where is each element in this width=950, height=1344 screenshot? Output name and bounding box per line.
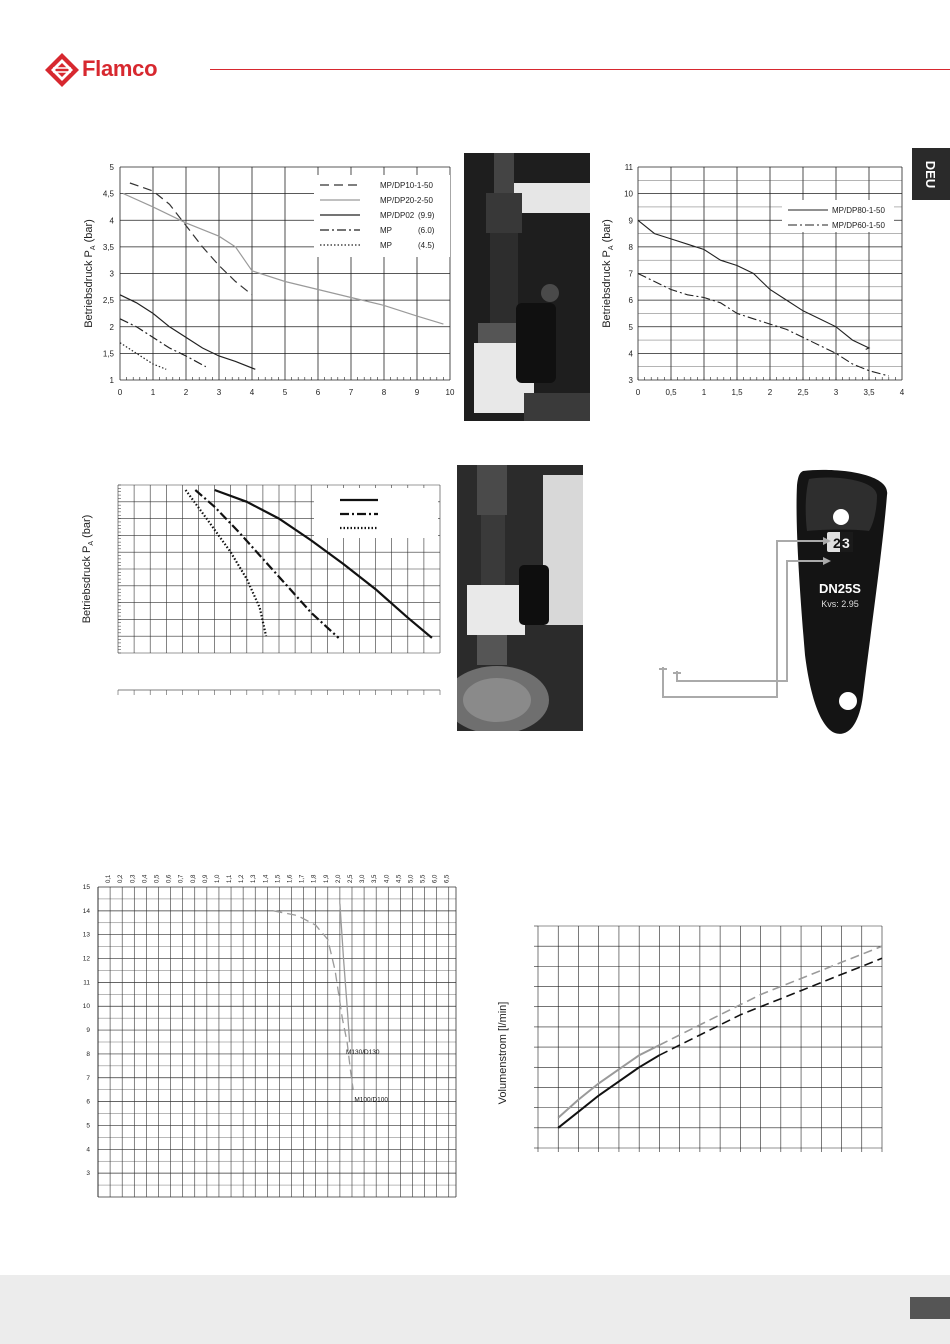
y-tick-label: 10 [82,1003,90,1011]
top-tick-label: 5,5 [420,874,427,883]
y-tick-label: 14 [82,907,90,915]
top-tick-label: 3,0 [360,874,367,883]
legend-extra: (4.5) [418,241,435,250]
y-tick-label: 3 [109,269,114,279]
series-annotation: M130/D130 [345,1048,380,1056]
top-tick-label: 1,1 [227,874,234,883]
legend-extra: (6.0) [418,226,435,235]
flamco-logo [44,52,80,88]
x-tick-label: 7 [348,388,354,397]
top-tick-label: 0,7 [178,874,185,883]
y-tick-label: 4 [628,349,633,359]
top-tick-label: 4,0 [384,874,391,883]
y-tick-label: 11 [83,979,90,987]
y-tick-label: 2 [109,322,114,332]
y-tick-label: 2,5 [102,296,114,306]
y-tick-label: 9 [86,1027,90,1035]
top-tick-label: 6,5 [444,874,451,883]
top-tick-label: 1,2 [239,874,246,883]
y-axis-label: Volumenstrom [l/min] [497,1001,509,1105]
top-tick-label: 1,5 [275,874,282,883]
y-axis-label: Betriebsdruck $P_A$ (bar) [83,219,97,328]
y-tick-label: 3,5 [102,242,114,252]
series-line [120,343,166,370]
legend-label: MP [380,241,392,250]
top-tick-label: 1,6 [287,874,294,883]
flamco-logo-icon [44,52,80,88]
y-tick-label: 3 [628,376,633,385]
valve-number-left: 2 [833,535,841,551]
series-line [273,911,353,1090]
y-axis-label: Betriebsdruck $P_A$ (bar) [601,219,615,328]
header-rule [210,69,950,70]
valve-kvs: Kvs: 2.95 [821,599,859,609]
valve-illustration [655,465,895,745]
x-tick-label: 0,5 [665,388,677,397]
series-line [638,220,869,349]
top-tick-label: 0,8 [190,874,197,883]
legend-label: MP/DP80-1-50 [832,206,885,215]
legend-label: MP/DP10-1-50 [380,181,433,190]
pump-valve-photo [464,153,590,421]
y-tick-label: 5 [628,322,633,332]
y-tick-label: 3 [86,1170,90,1178]
valve-model: DN25S [819,581,861,596]
x-tick-label: 5 [282,388,288,397]
top-tick-label: 1,7 [299,874,306,883]
top-tick-label: 0,2 [118,874,125,883]
x-tick-label: 0 [635,388,641,397]
x-tick-label: 2,5 [797,388,809,397]
top-tick-label: 5,0 [408,874,415,883]
top-tick-label: 2,5 [347,874,354,883]
top-tick-label: 1,0 [214,874,221,883]
x-tick-label: 6 [315,388,321,397]
product-photo-middle [457,465,583,731]
y-tick-label: 7 [628,269,633,279]
y-tick-label: 4,5 [102,189,114,199]
chart-m100-m130 [78,860,468,1205]
x-tick-label: 2 [183,388,189,397]
chart-volumenstrom [490,920,890,1160]
x-tick-label: 3 [216,388,222,397]
y-tick-label: 10 [624,189,633,199]
y-tick-label: 6 [628,296,633,306]
top-tick-label: 3,5 [372,874,379,883]
series-annotation: M100/D100 [354,1096,389,1104]
legend-label: MP/DP02 [380,211,415,220]
y-tick-label: 7 [86,1074,90,1082]
y-tick-label: 8 [86,1050,90,1058]
x-tick-label: 1 [150,388,156,397]
y-tick-label: 11 [624,163,633,172]
y-tick-label: 4 [109,216,114,226]
y-tick-label: 5 [109,163,114,172]
top-tick-label: 2,0 [335,874,342,883]
y-tick-label: 8 [628,242,633,252]
valve-number-right: 3 [842,535,850,551]
y-tick-label: 15 [82,884,90,891]
y-tick-label: 1,5 [102,349,114,359]
product-photo-top [464,153,590,421]
series-line [120,295,255,370]
top-tick-label: 0,1 [106,874,113,883]
y-tick-label: 6 [86,1098,90,1106]
language-tab-label: DEU [923,160,939,188]
legend-label: MP/DP20-2-50 [380,196,433,205]
x-tick-label: 9 [414,388,420,397]
top-tick-label: 1,3 [251,874,258,883]
series-line [558,1045,659,1118]
top-tick-label: 0,9 [202,874,209,883]
x-tick-label: 3 [833,388,839,397]
series-line [120,319,206,367]
legend-label: MP [380,226,392,235]
chart-pressure-dp-series [78,155,458,405]
legend-label: MP/DP60-1-50 [832,221,885,230]
top-tick-label: 1,4 [263,874,270,883]
x-tick-label: 4 [899,388,905,397]
legend-extra: (9.9) [418,211,435,220]
x-tick-label: 1 [701,388,707,397]
page-footer [0,1275,950,1344]
x-tick-label: 2 [767,388,773,397]
series-line [558,1055,659,1128]
x-tick-label: 10 [445,388,455,397]
series-line [340,904,350,1042]
page-number-box [910,1297,950,1319]
valve-handle-drawing [655,465,895,745]
top-tick-label: 6,0 [432,874,439,883]
series-line [130,183,252,295]
series-line [186,490,267,636]
top-tick-label: 1,9 [323,874,330,883]
series-line [638,274,889,377]
chart-pressure-dp80-dp60 [598,155,918,405]
x-tick-label: 4 [249,388,255,397]
series-line-dashed [659,946,882,1045]
top-tick-label: 0,3 [130,874,137,883]
top-tick-label: 1,8 [311,874,318,883]
y-tick-label: 1 [109,376,114,385]
y-tick-label: 13 [82,931,90,939]
pump-assembly-photo [457,465,583,731]
top-tick-label: 0,6 [166,874,173,883]
y-tick-label: 12 [82,955,90,963]
y-tick-label: 5 [86,1122,90,1130]
top-tick-label: 4,5 [396,874,403,883]
top-tick-label: 0,5 [154,874,161,883]
x-tick-label: 3,5 [863,388,875,397]
y-tick-label: 9 [628,216,633,226]
y-axis-label: Betriebsdruck $P_A$ (bar) [81,514,95,624]
chart-pressure-unlabeled [78,480,448,705]
x-tick-label: 1,5 [731,388,743,397]
brand-name: Flamco [82,56,158,81]
x-tick-label: 0 [117,388,123,397]
top-tick-label: 0,4 [142,874,149,883]
x-tick-label: 8 [381,388,387,397]
y-tick-label: 4 [86,1146,90,1154]
